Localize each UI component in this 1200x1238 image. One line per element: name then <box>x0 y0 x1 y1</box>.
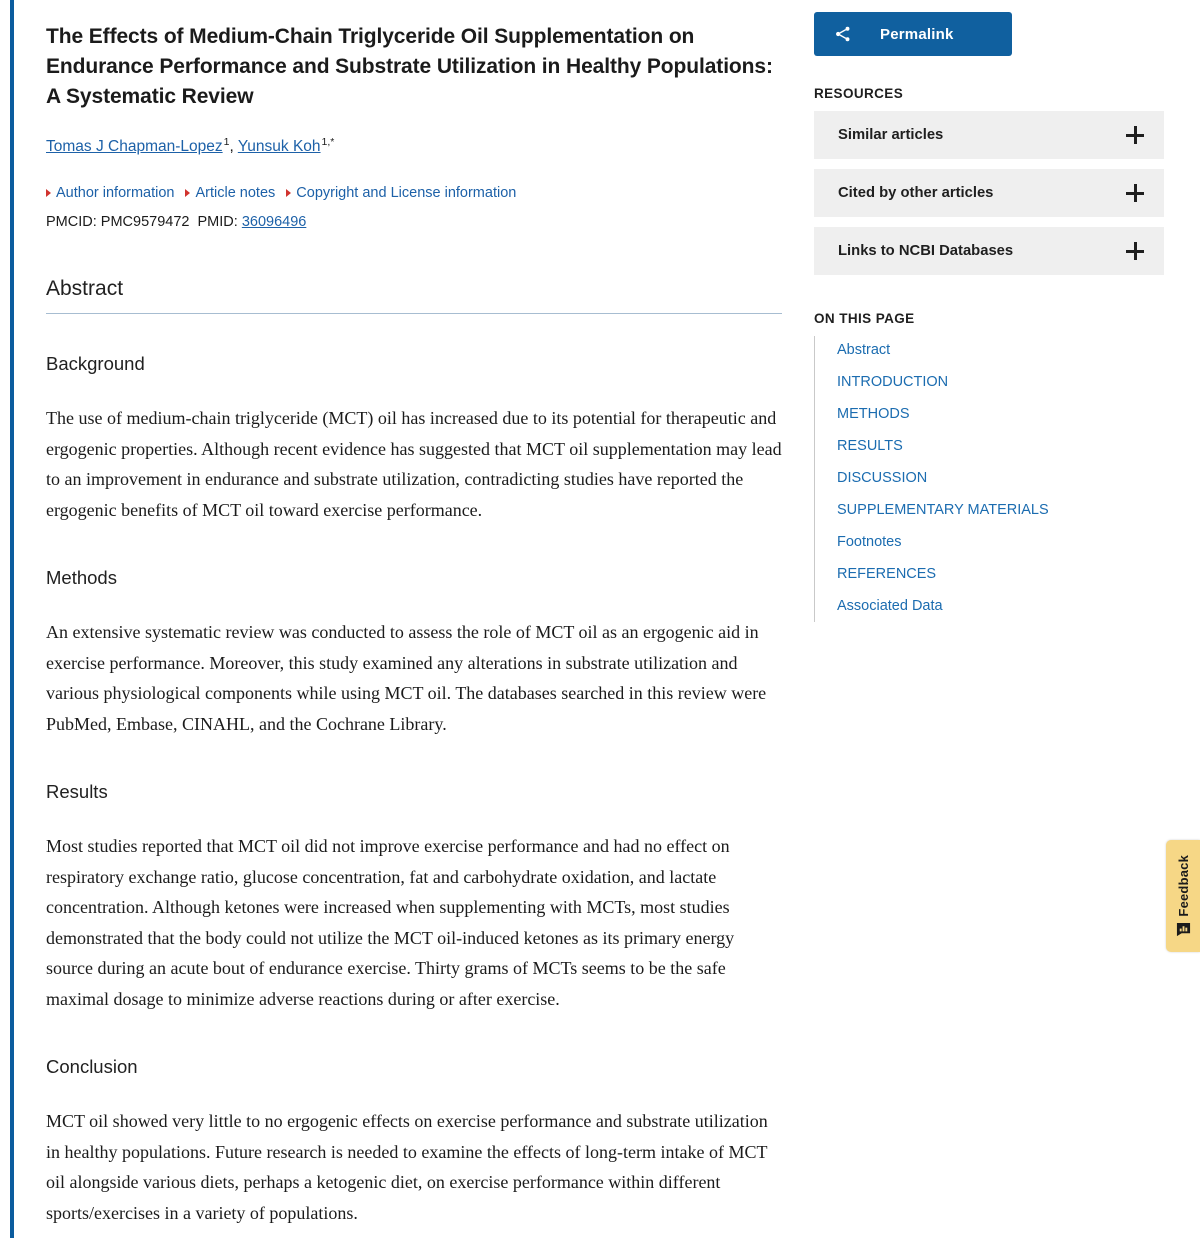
abstract-section-text-results: Most studies reported that MCT oil did not improve exercise performance and had no effect on respiratory exchange ratio, glucose concentration, fat and carbohydrate oxidation, and lactate concentration. Although ketones were increased when supplementing with MCTs, most studies demonstrated that the body could not utilize the MCT oil-induced ketones as its primary energy source during an acute bout of endurance exercise. Thirty grams of MCTs seems to be the safe maximal dosage to minimize adverse reactions during or after exercise. <box>46 836 735 1009</box>
toggle-label: Article notes <box>195 185 276 202</box>
toggle-label: Copyright and License information <box>296 185 517 202</box>
accordion-label: Cited by other articles <box>838 185 994 201</box>
abstract-section-heading-methods: Methods <box>46 567 117 589</box>
abstract-section-text-methods: An extensive systematic review was conducted to assess the role of MCT oil as an ergogenic aid in exercise performance. Moreover, this study examined any alterations in substrate utilization and various physiological components while using MCT oil. The databases searched in this review were PubMed, Embase, CINAHL, and the Cochrane Library. <box>46 622 767 734</box>
author-list <box>46 132 782 157</box>
on-this-page-label: ON THIS PAGE <box>814 311 915 326</box>
triangle-right-icon <box>286 189 291 197</box>
toc-item-introduction[interactable]: INTRODUCTION <box>837 374 949 390</box>
accordion-item-similar-articles[interactable] <box>814 111 1164 159</box>
pmcid-value: PMC9579472 <box>100 214 190 231</box>
triangle-right-icon <box>46 189 51 197</box>
toc-item-discussion[interactable]: DISCUSSION <box>837 470 928 486</box>
author-separator: , <box>229 138 238 156</box>
resources-label: RESOURCES <box>814 86 904 101</box>
share-icon <box>834 25 852 43</box>
accordion-item-cited-by-other-articles[interactable] <box>814 169 1164 217</box>
article-sidebar <box>812 0 1200 1238</box>
author-link-1[interactable]: Tomas J Chapman-Lopez <box>46 138 223 156</box>
toc-item-associated-data[interactable]: Associated Data <box>837 598 943 614</box>
toggle-copyright-license[interactable] <box>286 183 516 203</box>
plus-icon <box>1126 242 1144 260</box>
toggle-author-information[interactable] <box>46 183 174 203</box>
abstract-section-text-background: The use of medium-chain triglyceride (MCT) oil has increased due to its potential for therapeutic and ergogenic properties. Although recent evidence has suggested that MCT oil supplementation may lead to an improvement in endurance and substrate utilization, contradicting studies have reported the ergogenic benefits of MCT oil toward exercise performance. <box>46 408 782 520</box>
author-affiliation-2: 1,* <box>321 136 335 148</box>
pmcid-label: PMCID: <box>46 214 97 231</box>
article-identifiers <box>46 212 782 232</box>
toc-item-supplementary-materials[interactable]: SUPPLEMENTARY MATERIALS <box>837 502 1049 518</box>
feedback-tab[interactable] <box>1166 840 1200 952</box>
accordion-label: Similar articles <box>838 127 944 143</box>
toc-item-results[interactable]: RESULTS <box>837 438 903 454</box>
toc-item-footnotes[interactable]: Footnotes <box>837 534 902 550</box>
pmid-link[interactable]: 36096496 <box>241 214 307 231</box>
accordion-label: Links to NCBI Databases <box>838 243 1014 259</box>
abstract-section-heading-results: Results <box>46 781 108 803</box>
author-affiliation-1: 1 <box>223 136 230 148</box>
article-meta-toggles <box>46 183 782 203</box>
abstract-section-text-conclusion: MCT oil showed very little to no ergogenic effects on exercise performance and substrate utilization in healthy populations. Future research is needed to examine the effects of long-term intake of MCT oil alongside various diets, perhaps a ketogenic diet, on exercise performance within different sports/exercises in a variety of populations. <box>46 1111 768 1223</box>
plus-icon <box>1126 184 1144 202</box>
toc-item-references[interactable]: REFERENCES <box>837 566 937 582</box>
resources-accordion <box>814 111 1170 275</box>
permalink-button[interactable] <box>814 12 1012 56</box>
toc-item-methods[interactable]: METHODS <box>837 406 910 422</box>
feedback-label: Feedback <box>1175 854 1191 917</box>
abstract-section-heading-background: Background <box>46 353 145 375</box>
accordion-item-links-to-ncbi-databases[interactable] <box>814 227 1164 275</box>
page-title: The Effects of Medium-Chain Triglyceride Oil Supplementation on Endurance Performance and Substrate Utilization in Healthy Populations: A Systematic Review <box>46 25 773 108</box>
on-this-page-nav <box>814 336 1170 622</box>
abstract-section-heading-conclusion: Conclusion <box>46 1056 138 1078</box>
abstract-heading: Abstract <box>46 276 782 314</box>
permalink-label: Permalink <box>880 25 954 43</box>
bar-chart-comment-icon <box>1176 922 1191 937</box>
pmid-label: PMID: <box>197 214 238 231</box>
toc-item-abstract[interactable]: Abstract <box>837 342 891 358</box>
plus-icon <box>1126 126 1144 144</box>
toggle-label: Author information <box>56 185 175 202</box>
triangle-right-icon <box>185 189 190 197</box>
toggle-article-notes[interactable] <box>185 183 275 203</box>
author-link-2[interactable]: Yunsuk Koh <box>237 138 321 156</box>
